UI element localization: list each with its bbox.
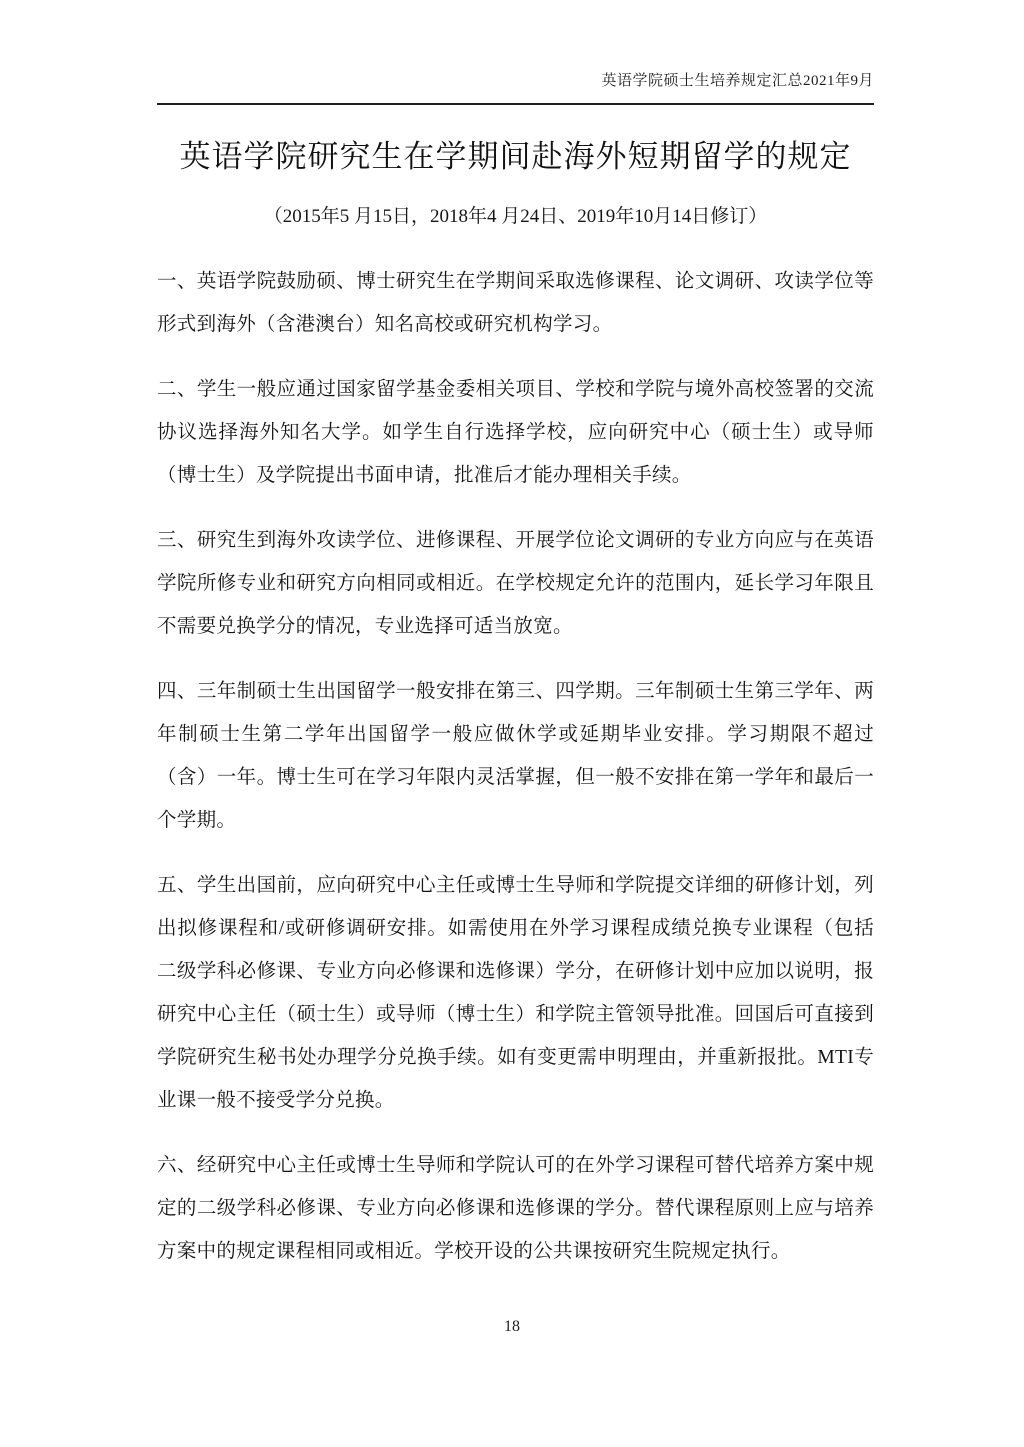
header-rule <box>157 103 874 105</box>
paragraph-2: 二、学生一般应通过国家留学基金委相关项目、学校和学院与境外高校签署的交流协议选择海外知名大学。如学生自行选择学校，应向研究中心（硕士生）或导师（博士生）及学院提出书面申请，批准后才能办理相关手续。 <box>157 379 874 486</box>
paragraph-5: 五、学生出国前，应向研究中心主任或博士生导师和学院提交详细的研修计划，列出拟修课程和/或研修调研安排。如需使用在外学习课程成绩兑换专业课程（包括二级学科必修课、专业方向必修课和选修课）学分，在研修计划中应加以说明，报研究中心主任（硕士生）或导师（博士生）和学院主管领导批准。回国后可直接到学院研究生秘书处办理学分兑换手续。如有变更需申明理由，并重新报批。MTI专业课一般不接受学分兑换。 <box>157 875 874 1111</box>
paragraph-4: 四、三年制硕士生出国留学一般安排在第三、四学期。三年制硕士生第三学年、两年制硕士生第二学年出国留学一般应做休学或延期毕业安排。学习期限不超过（含）一年。博士生可在学习年限内灵活掌握，但一般不安排在第一学年和最后一个学期。 <box>157 681 874 831</box>
document-title: 英语学院研究生在学期间赴海外短期留学的规定 <box>179 139 852 174</box>
paragraph-1: 一、英语学院鼓励硕、博士研究生在学期间采取选修课程、论文调研、攻读学位等形式到海外（含港澳台）知名高校或研究机构学习。 <box>157 271 874 335</box>
paragraph-3: 三、研究生到海外攻读学位、进修课程、开展学位论文调研的专业方向应与在英语学院所修专业和研究方向相同或相近。在学校规定允许的范围内，延长学习年限且不需要兑换学分的情况，专业选择可适当放宽。 <box>157 530 874 637</box>
revision-dates-subtitle: （2015年5 月15日，2018年4 月24日、2019年10月14日修订） <box>263 206 768 227</box>
page-number: 18 <box>504 1318 520 1335</box>
paragraph-6: 六、经研究中心主任或博士生导师和学院认可的在外学习课程可替代培养方案中规定的二级学科必修课、专业方向必修课和选修课的学分。替代课程原则上应与培养方案中的规定课程相同或相近。学校开设的公共课按研究生院规定执行。 <box>157 1155 874 1262</box>
document-body <box>157 260 874 1273</box>
running-header: 英语学院硕士生培养规定汇总2021年9月 <box>601 73 874 89</box>
